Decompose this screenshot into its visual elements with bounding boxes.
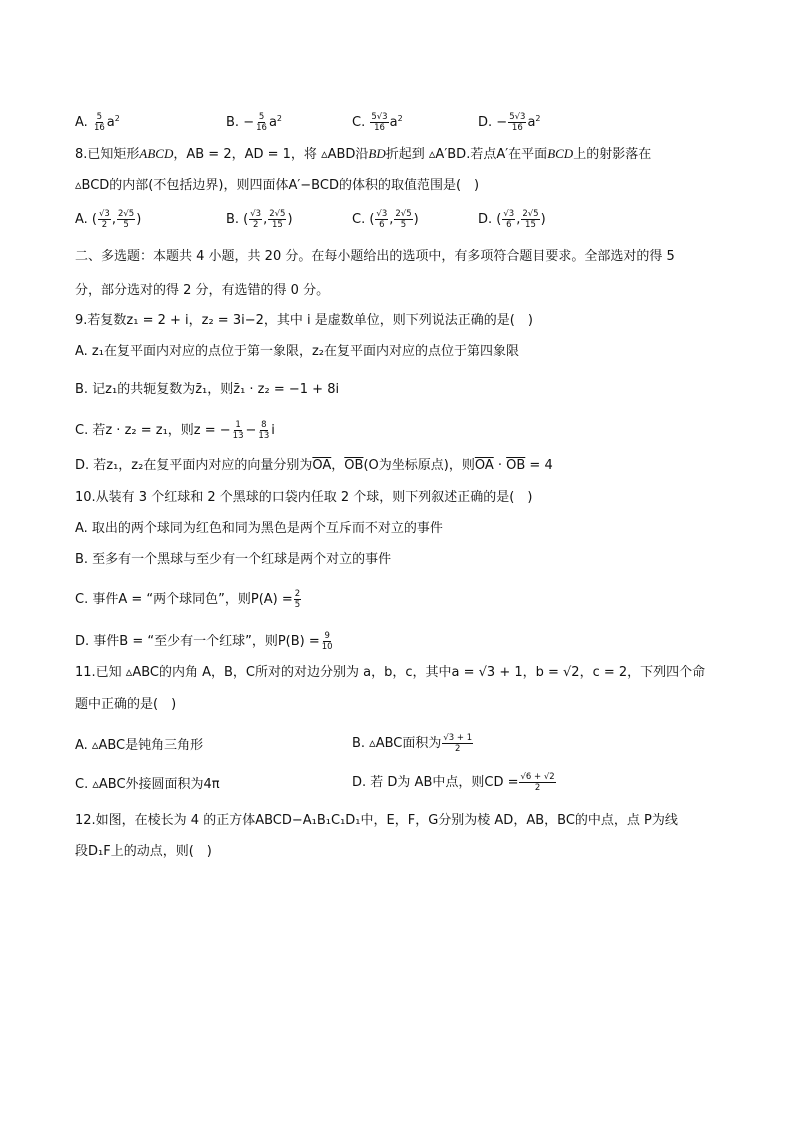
option-label: D. (	[478, 212, 502, 227]
denominator: 16	[374, 123, 385, 133]
text: 上的射影落在	[573, 147, 652, 162]
denominator: 5	[123, 220, 129, 230]
paren: )	[540, 212, 546, 227]
q9-option-c	[75, 420, 275, 441]
q10-option-a: A. 取出的两个球同为红色和同为黑色是两个互斥而不对立的事件	[75, 521, 443, 536]
q7-option-b	[226, 110, 282, 133]
q7-option-d	[478, 110, 541, 133]
fraction	[232, 420, 245, 441]
option-label: C.	[352, 115, 366, 130]
numerator: 9	[324, 631, 330, 641]
numerator: 2√5	[269, 209, 286, 219]
denominator: 15	[525, 220, 536, 230]
q11-stem-line1: 11.已知 ▵ABC的内角 A，B，C所对的对边分别为 a，b，c，其中a = √3 + 1，b = √2，c = 2，下列四个命	[75, 665, 706, 680]
denominator: 16	[256, 123, 267, 133]
variable: a	[106, 115, 115, 130]
q8-option-b: B. ( $\frac{√3}{2}$ , $\frac{2√5}{15}$ )	[226, 209, 293, 230]
denominator: 2	[101, 220, 108, 230]
text: = 4	[525, 458, 553, 473]
fraction	[268, 209, 286, 230]
text: −	[245, 423, 257, 438]
option-label: B. (	[226, 212, 249, 227]
q8-option-c: C. ( $\frac{√3}{6}$ , $\frac{2√5}{5}$ )	[352, 209, 419, 230]
denominator: 10	[321, 642, 333, 652]
text: BD	[368, 146, 386, 161]
q7-option-c	[352, 110, 403, 133]
denominator: 5	[294, 600, 301, 610]
q11-option-d	[352, 772, 557, 793]
numerator: 1	[235, 420, 241, 430]
numerator: 5√3	[509, 112, 526, 122]
text: ·	[493, 458, 507, 473]
fraction	[98, 209, 111, 230]
q8-option-d: D. ( $\frac{√3}{6}$ , $\frac{2√5}{15}$ )	[478, 209, 546, 230]
numerator: 2√5	[522, 209, 539, 219]
fraction	[257, 420, 270, 441]
text: (O为坐标原点)，则	[363, 458, 475, 473]
vector-oa: $\overline{OA}$	[474, 458, 494, 473]
denominator: 13	[232, 431, 244, 441]
denominator: 5	[400, 220, 407, 230]
q9-option-d	[75, 457, 553, 475]
numerator: 5√3	[371, 112, 388, 122]
fraction	[93, 112, 106, 133]
fraction	[255, 112, 268, 133]
denominator: 16	[93, 123, 105, 133]
option-label: D.	[478, 115, 493, 130]
denominator: 6	[379, 220, 385, 230]
text: ，AB = 2，AD = 1，将 ▵ABD沿	[173, 147, 369, 162]
numerator: √3	[503, 209, 515, 219]
sign: −	[243, 115, 255, 130]
exponent: 2	[114, 114, 120, 123]
fraction	[502, 209, 515, 230]
q12-stem-line1: 12.如图，在棱长为 4 的正方体ABCD−A₁B₁C₁D₁中，E，F，G分别为棱 AD，AB，BC的中点，点 P为线	[75, 813, 678, 828]
paren: )	[287, 212, 293, 227]
option-label: A.	[75, 115, 88, 130]
fraction	[294, 589, 301, 610]
variable: a	[527, 115, 536, 130]
numerator: 8	[261, 420, 267, 430]
fraction	[508, 112, 526, 133]
denominator: 2	[455, 744, 461, 754]
section-heading-line2: 分，部分选对的得 2 分，有选错的得 0 分。	[75, 283, 330, 298]
vector-oa: $\overline{OA}$	[312, 458, 332, 473]
numerator: 2√5	[117, 209, 135, 219]
q12-stem-line2: 段D₁F上的动点，则( )	[75, 844, 212, 859]
fraction	[519, 772, 555, 793]
fraction	[321, 631, 334, 652]
q11-stem-line2: 题中正确的是( )	[75, 697, 177, 712]
q9-stem: 9.若复数z₁ = 2 + i，z₂ = 3i−2，其中 i 是虚数单位，则下列说法正确的是( )	[75, 313, 533, 328]
fraction	[375, 209, 388, 230]
q11-option-b	[352, 733, 474, 754]
denominator: 13	[258, 431, 270, 441]
q10-option-b: B. 至多有一个黑球与至少有一个红球是两个对立的事件	[75, 552, 392, 567]
numerator: 2	[294, 589, 301, 599]
paren: )	[413, 212, 419, 227]
denominator: 2	[252, 220, 259, 230]
text: BCD	[547, 146, 574, 161]
text: i	[271, 423, 275, 438]
denominator: 15	[271, 220, 283, 230]
numerator: 2√5	[395, 209, 412, 219]
q9-option-a: A. z₁在复平面内对应的点位于第一象限，z₂在复平面内对应的点位于第四象限	[75, 344, 519, 359]
variable: a	[389, 115, 398, 130]
text: 折起到 ▵A′BD.若点A′在平面	[385, 147, 548, 162]
sign: −	[496, 115, 508, 130]
numerator: √3 + 1	[443, 733, 473, 743]
numerator: √6 + √2	[520, 772, 555, 782]
numerator: 5	[258, 112, 265, 122]
section-heading-line1: 二、多选题：本题共 4 小题，共 20 分。在每小题给出的选项中，有多项符合题目要求。全部选对的得 5	[75, 249, 675, 264]
text: ABCD	[139, 146, 174, 161]
q7-option-a	[75, 110, 120, 133]
fraction	[370, 112, 388, 133]
exponent: 2	[535, 114, 541, 123]
text: ，	[331, 458, 345, 473]
text: C. 若z · z₂ = z₁，则z = −	[75, 423, 231, 438]
text: D. 若z₁，z₂在复平面内对应的向量分别为	[75, 458, 313, 473]
numerator: √3	[376, 209, 388, 219]
option-label: B.	[226, 115, 240, 130]
option-label: C. (	[352, 212, 375, 227]
q11-option-c: C. ▵ABC外接圆面积为4π	[75, 777, 220, 792]
denominator: 6	[506, 220, 512, 230]
fraction	[117, 209, 135, 230]
numerator: √3	[99, 209, 110, 219]
q10-stem: 10.从装有 3 个红球和 2 个黑球的口袋内任取 2 个球，则下列叙述正确的是( )	[75, 490, 533, 505]
numerator: √3	[250, 209, 262, 219]
q9-option-b: B. 记z₁的共轭复数为z̄₁，则z̄₁ · z₂ = −1 + 8i	[75, 382, 340, 397]
option-label: A. (	[75, 212, 98, 227]
numerator: 5	[96, 112, 103, 122]
text: D. 事件B = “至少有一个红球”，则P(B) =	[75, 634, 320, 649]
paren: )	[136, 212, 142, 227]
fraction	[442, 733, 473, 754]
text: B. ▵ABC面积为	[352, 736, 442, 751]
denominator: 16	[511, 123, 523, 133]
vector-ob: $\overline{OB}$	[506, 458, 526, 473]
q10-option-c	[75, 589, 302, 610]
denominator: 2	[534, 783, 541, 793]
q8-option-a: A. ( $\frac{√3}{2}$ , $\frac{2√5}{5}$ )	[75, 209, 142, 230]
text: 8.已知矩形	[75, 147, 140, 162]
q10-option-d	[75, 631, 335, 652]
text: D. 若 D为 AB中点，则CD =	[352, 775, 519, 790]
q8-stem-line1	[75, 145, 651, 164]
variable: a	[268, 115, 277, 130]
fraction	[249, 209, 262, 230]
exponent: 2	[276, 114, 282, 123]
exponent: 2	[397, 114, 403, 123]
q11-option-a: A. ▵ABC是钝角三角形	[75, 738, 204, 753]
fraction	[521, 209, 539, 230]
text: C. 事件A = “两个球同色”，则P(A) =	[75, 592, 293, 607]
fraction	[394, 209, 412, 230]
q8-stem-line2: ▵BCD的内部(不包括边界)，则四面体A′−BCD的体积的取值范围是( )	[75, 178, 480, 193]
vector-ob: $\overline{OB}$	[344, 458, 364, 473]
